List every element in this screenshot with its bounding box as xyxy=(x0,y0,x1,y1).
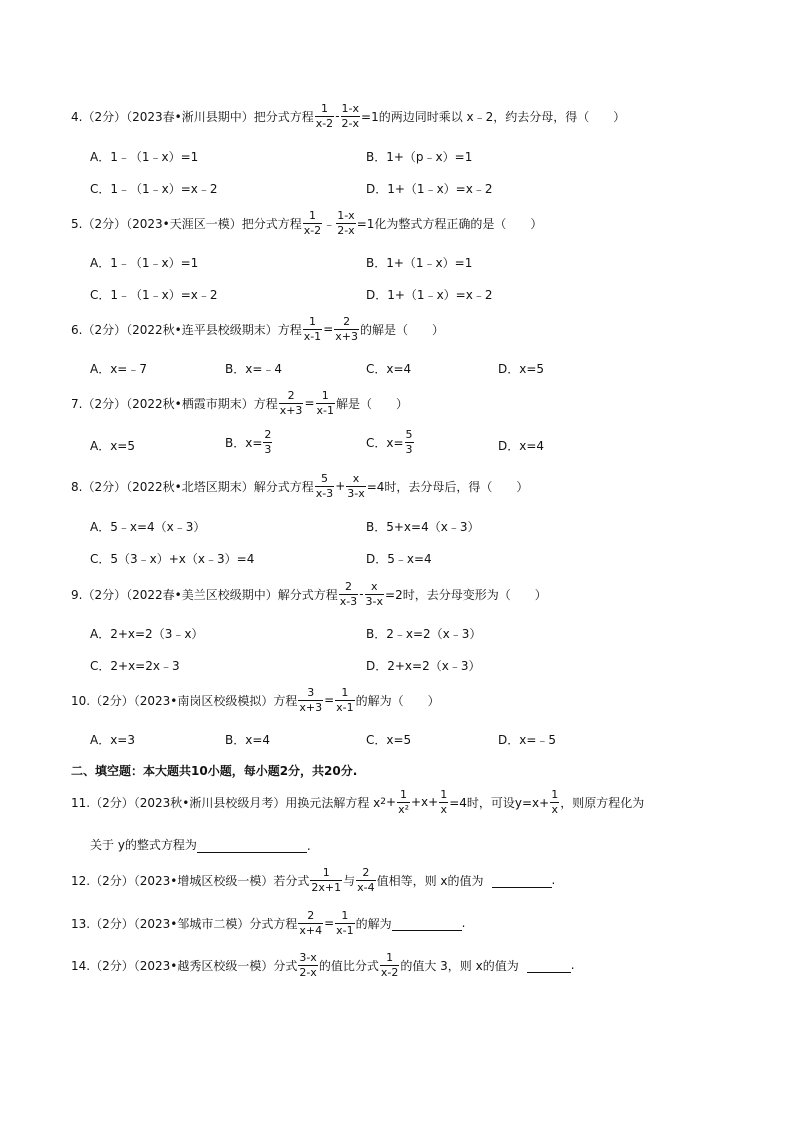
question-text: 11.（2分）（2023秋•淅川县校级月考）用换元法解方程 x xyxy=(71,795,381,810)
option-a: A．x=﹣7 xyxy=(90,362,148,376)
option-a: A．1﹣（1﹣x）=1 xyxy=(90,150,199,164)
option-b: B．x= $\frac{2}{3}$ xyxy=(225,428,272,456)
question-text: 的解是（ ） xyxy=(359,322,444,337)
fraction: $\frac{1}{x}$ xyxy=(551,787,559,816)
fraction: $\frac{1}{x-1}$ xyxy=(303,314,322,343)
option-a: A．x=5 xyxy=(90,439,136,453)
fraction: $\frac{1}{2x+1}$ xyxy=(311,865,342,894)
question-text: 7.（2分）（2022秋•栖霞市期末）方程 xyxy=(71,396,278,411)
question-14: 14.（2分）（2023•越秀区校级一模）分式 $\frac{3-x}{2-x}$ 的值比分式 $\frac{1}{x-2}$ 的值大 3，则 x的值为 . xyxy=(71,950,575,979)
question-8: 8.（2分）（2022秋•北塔区期末）解分式方程 $\frac{5}{x-3}$ + $\frac{x}{3-x}$ =4时，去分母后，得（ ） xyxy=(71,471,529,500)
section-heading: 二、填空题：本大题共10小题，每小题2分，共20分. xyxy=(71,764,358,778)
option-a: A．5﹣x=4（x﹣3） xyxy=(90,520,206,534)
option-c: C．x=5 xyxy=(366,733,412,747)
fraction: $\frac{1}{x}$ xyxy=(440,787,448,816)
option-b: B．5+x=4（x﹣3） xyxy=(366,520,480,534)
fraction: $\frac{1}{x-2}$ xyxy=(303,208,322,237)
question-4: 4.（2分）（2023春•淅川县期中）把分式方程 $\frac{1}{x-2}$ - $\frac{1-x}{2-x}$ =1的两边同时乘以 x﹣2，约去分母，得（ ） xyxy=(71,101,626,130)
question-text: =1的两边同时乘以 x﹣2，约去分母，得（ ） xyxy=(361,109,626,124)
question-text: 4.（2分）（2023春•淅川县期中）把分式方程 xyxy=(71,109,314,124)
option-d: D．1+（1﹣x）=x﹣2 xyxy=(366,288,493,302)
option-a: A．2+x=2（3﹣x） xyxy=(90,627,204,641)
option-c: C．2+x=2x﹣3 xyxy=(90,659,180,673)
fraction: $\frac{1}{x-2}$ xyxy=(380,950,399,979)
question-9: 9.（2分）（2022春•美兰区校级期中）解分式方程 $\frac{2}{x-3}$ - $\frac{x}{3-x}$ =2时，去分母变形为（ ） xyxy=(71,579,547,608)
question-text: 14.（2分）（2023•越秀区校级一模）分式 xyxy=(71,958,298,973)
fraction: $\frac{3-x}{2-x}$ xyxy=(299,950,317,979)
option-c: C．5（3﹣x）+x（x﹣3）=4 xyxy=(90,552,255,566)
question-11-line2: 关于 y的整式方程为 . xyxy=(90,838,311,853)
question-text: 解是（ ） xyxy=(335,396,408,411)
question-text: =2时，去分母变形为（ ） xyxy=(385,587,547,602)
question-text: =1化为整式方程正确的是（ ） xyxy=(356,216,543,231)
option-b: B．x=4 xyxy=(225,733,271,747)
question-text: =4时，去分母后，得（ ） xyxy=(366,479,529,494)
question-text: 13.（2分）（2023•邹城市二模）分式方程 xyxy=(71,916,298,931)
option-b: B．1+（p﹣x）=1 xyxy=(366,150,473,164)
fraction: $\frac{1}{x-1}$ xyxy=(336,685,354,714)
fraction: $\frac{1}{x-1}$ xyxy=(316,388,334,417)
option-a: A．1﹣（1﹣x）=1 xyxy=(90,256,199,270)
question-7: 7.（2分）（2022秋•栖霞市期末）方程 $\frac{2}{x+3}$ = $\frac{1}{x-1}$ 解是（ ） xyxy=(71,388,408,417)
option-a: A．x=3 xyxy=(90,733,136,747)
option-d: D．2+x=2（x﹣3） xyxy=(366,659,481,673)
fraction: $\frac{5}{x-3}$ xyxy=(315,471,334,500)
fraction: $\frac{x}{3-x}$ xyxy=(347,471,365,500)
question-text: 8.（2分）（2022秋•北塔区期末）解分式方程 xyxy=(71,479,314,494)
fraction: $\frac{2}{x+4}$ xyxy=(299,908,323,937)
option-c: C．x=4 xyxy=(366,362,412,376)
option-d: D．1+（1﹣x）=x﹣2 xyxy=(366,182,493,196)
question-11: 11.（2分）（2023秋•淅川县校级月考）用换元法解方程 x 2 + $\frac{1}{\text{x²}}$ +x+ $\frac{1}{x}$ =4时，可设y=x+ $\frac{1}{x}$ ，则原方程化为 xyxy=(71,787,645,816)
question-12: 12.（2分）（2023•增城区校级一模）若分式 $\frac{1}{2x+1}$ 与 $\frac{2}{x-4}$ 值相等，则 x的值为 . xyxy=(71,865,556,894)
question-text: 6.（2分）（2022秋•连平县校级期末）方程 xyxy=(71,322,302,337)
option-b: B．x=﹣4 xyxy=(225,362,283,376)
option-c: C．1﹣（1﹣x）=x﹣2 xyxy=(90,288,218,302)
question-text: 的解为（ ） xyxy=(355,693,440,708)
fraction: $\frac{2}{x-4}$ xyxy=(357,865,375,894)
question-text: 12.（2分）（2023•增城区校级一模）若分式 xyxy=(71,873,310,888)
option-d: D．x=4 xyxy=(498,439,545,453)
option-d: D．x=5 xyxy=(498,362,545,376)
fraction: $\frac{x}{3-x}$ xyxy=(365,579,384,608)
option-c: C．x= $\frac{5}{3}$ xyxy=(366,428,413,456)
answer-blank[interactable] xyxy=(527,958,571,973)
answer-blank[interactable] xyxy=(392,916,462,931)
option-d: D．5﹣x=4 xyxy=(366,552,432,566)
question-5: 5.（2分）（2023•天涯区一模）把分式方程 $\frac{1}{x-2}$ ﹣ $\frac{1-x}{2-x}$ =1化为整式方程正确的是（ ） xyxy=(71,208,543,237)
answer-blank[interactable] xyxy=(492,873,552,888)
question-6: 6.（2分）（2022秋•连平县校级期末）方程 $\frac{1}{x-1}$ = $\frac{2}{x+3}$ 的解是（ ） xyxy=(71,314,444,343)
option-c: C．1﹣（1﹣x）=x﹣2 xyxy=(90,182,218,196)
fraction: $\frac{5}{3}$ xyxy=(405,428,413,456)
option-d: D．x=﹣5 xyxy=(498,733,557,747)
fraction: $\frac{1-x}{2-x}$ xyxy=(341,101,360,130)
option-b: B．1+（1﹣x）=1 xyxy=(366,256,473,270)
question-10: 10.（2分）（2023•南岗区校级模拟）方程 $\frac{3}{x+3}$ = $\frac{1}{x-1}$ 的解为（ ） xyxy=(71,685,440,714)
answer-blank[interactable] xyxy=(197,838,307,853)
fraction: $\frac{1}{x-1}$ xyxy=(336,908,354,937)
fraction: $\frac{1}{x-2}$ xyxy=(315,101,334,130)
fraction: $\frac{1-x}{2-x}$ xyxy=(337,208,355,237)
fraction: $\frac{2}{x-3}$ xyxy=(339,579,358,608)
question-text: 5.（2分）（2023•天涯区一模）把分式方程 xyxy=(71,216,302,231)
question-text: 9.（2分）（2022春•美兰区校级期中）解分式方程 xyxy=(71,587,338,602)
fraction: $\frac{2}{3}$ xyxy=(264,428,272,456)
fraction: $\frac{3}{x+3}$ xyxy=(299,685,323,714)
fraction: $\frac{2}{x+3}$ xyxy=(335,314,358,343)
option-b: B．2﹣x=2（x﹣3） xyxy=(366,627,482,641)
question-13: 13.（2分）（2023•邹城市二模）分式方程 $\frac{2}{x+4}$ = $\frac{1}{x-1}$ 的解为 . xyxy=(71,908,466,937)
fraction: $\frac{1}{\text{x²}}$ xyxy=(398,787,409,816)
question-text: 10.（2分）（2023•南岗区校级模拟）方程 xyxy=(71,693,298,708)
fraction: $\frac{2}{x+3}$ xyxy=(279,388,303,417)
